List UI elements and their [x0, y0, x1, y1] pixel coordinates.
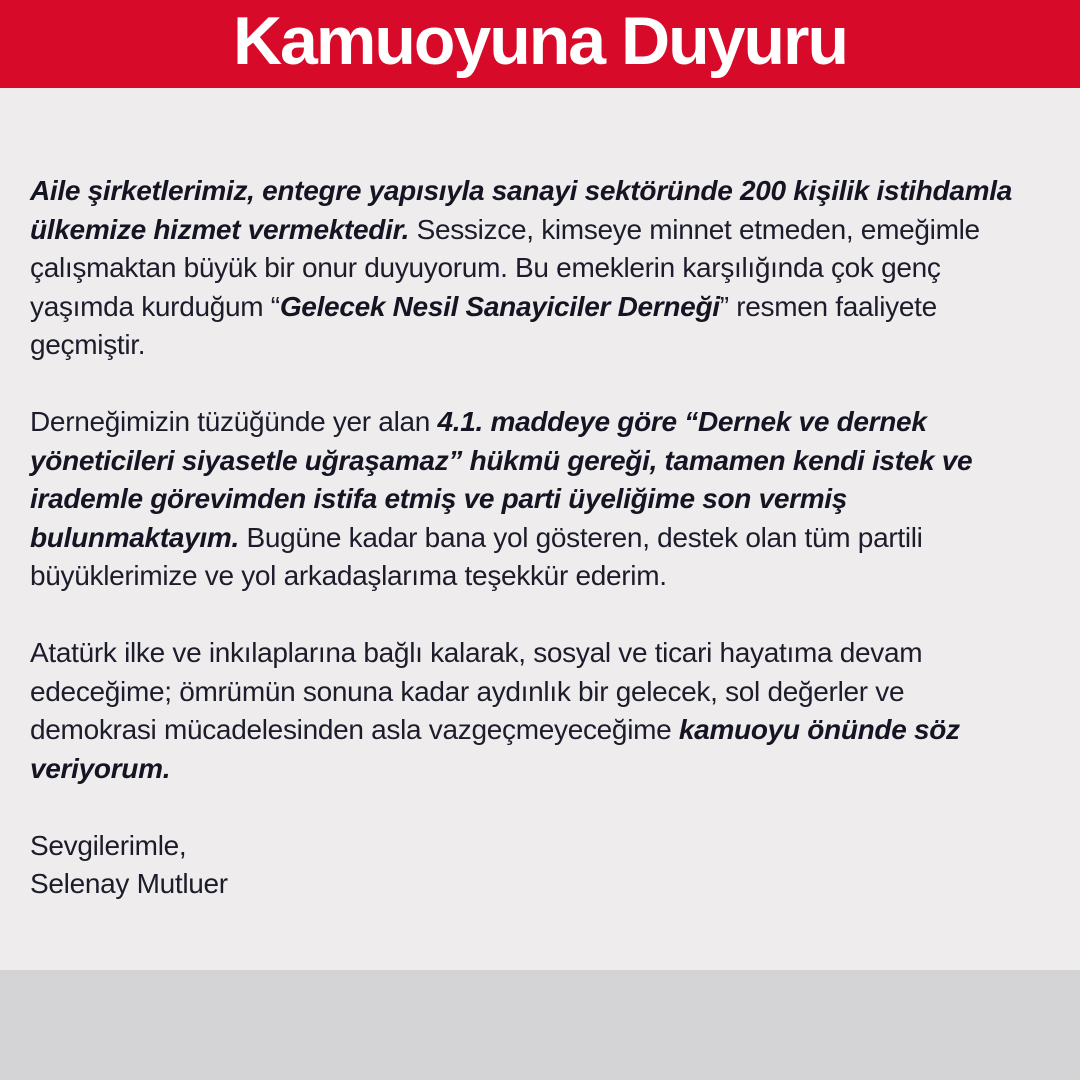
signature-name: Selenay Mutluer	[30, 868, 228, 899]
paragraph-2-text-1: Derneğimizin tüzüğünde yer alan	[30, 406, 438, 437]
paragraph-1-text-1: Sessizce, kimseye minnet etmeden, emeğimle çalışmaktan büyük bir onur duyuyorum. Bu emeklerin karşılığında çok genç yaşımda kurduğum “	[30, 213, 980, 322]
signature-block	[30, 827, 1030, 904]
paragraph-2	[30, 403, 1030, 596]
announcement-body	[30, 172, 1030, 904]
paragraph-1	[30, 172, 1030, 365]
paragraph-2-text-2: Bugüne kadar bana yol gösteren, destek olan tüm partili büyüklerimize ve yol arkadaşlarıma teşekkür ederim.	[30, 521, 923, 591]
paragraph-2-emphasis-1: 4.1. maddeye göre “Dernek ve dernek yöneticileri siyasetle uğraşamaz” hükmü gereği, tamamen kendi istek ve irademle görevimden istifa etmiş ve parti üyeliğime son vermiş bulunmaktayım.	[30, 406, 973, 553]
page-title: Kamuoyuna Duyuru	[232, 3, 848, 79]
paragraph-3-emphasis-1: kamuoyu önünde söz veriyorum.	[30, 714, 960, 784]
footer-band	[0, 970, 1080, 1080]
paragraph-1-emphasis-2: Gelecek Nesil Sanayiciler Derneği	[279, 290, 720, 322]
paragraph-1-emphasis-1: Aile şirketlerimiz, entegre yapısıyla sanayi sektöründe 200 kişilik istihdamla ülkemize hizmet vermektedir.	[30, 175, 1012, 245]
paragraph-1-text-2: ” resmen faaliyete geçmiştir.	[30, 290, 937, 360]
paragraph-3-text-1: Atatürk ilke ve inkılaplarına bağlı kalarak, sosyal ve ticari hayatıma devam edeceğime; ömrümün sonuna kadar aydınlık bir gelecek, sol değerler ve demokrasi mücadelesinden asla vazgeçmeyeceğime	[30, 637, 923, 745]
announcement-header	[0, 0, 1080, 88]
closing-text: Sevgilerimle,	[30, 829, 187, 861]
paragraph-3	[30, 634, 1030, 788]
